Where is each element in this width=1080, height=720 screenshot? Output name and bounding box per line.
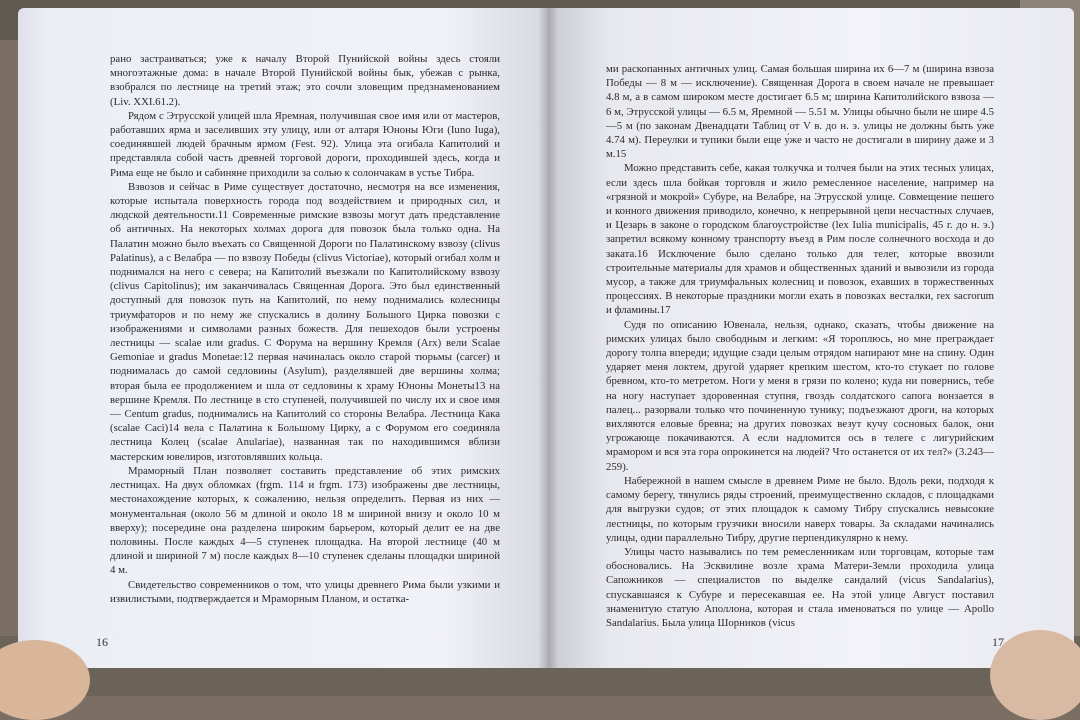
book-gutter — [538, 8, 558, 668]
right-paragraph-3: Судя по описанию Ювенала, нельзя, однако, сказать, чтобы движение на римских улицах было свободным и легким: «Я тороплюсь, но мне преграждает дорогу толпа впереди; идущие сзади целым отрядом напирают мне на спину. Один ударяет меня локтем, другой ударяет крепким шестом, кто-то стукает по голове бревном, кто-то метретом. Ноги у меня в грязи по колено; куда ни повернись, тебе на ногу наступает здоровенная ступня, гвоздь солдатского сапога вонзается в палец... разорвали только что починенную тунику; подъезжают дроги, на которых вихляются еловые бревна; на других повозках везут кучу сосновых балок, они угрожающе покачиваются. А если надломится ось в телеге с лигурийским мрамором и вся эта гора опрокинется на людей? Что останется от их тел?» (3.243—259). — [606, 318, 994, 473]
left-page — [18, 8, 548, 668]
left-paragraph-3: Взвозов и сейчас в Риме существует достаточно, несмотря на все изменения, которые испытала поверхность города под воздействием и природных сил, и людской деятельности.11 Современные римские взвозы могут дать представление об античных. На некоторых холмах дорога для повозок была только одна. На Палатин можно было въехать со Священной Дороги по Палатинскому взвозу (clivus Palatinus), а с Велабра — по взвозу Победы (clivus Victoriae), который огибал холм и поднимался на него с севера; на Капитолий въезжали по Капитолийскому взвозу (clivus Capitolinus); им заканчивалась Священная Дорога. Это был единственный доступный для повозок путь на Капитолий, по нему поднимались колесницы триумфаторов и по нему же спускались в долину Большого Цирка повозки с изображениями и символами разных божеств. Для пешеходов были устроены лестницы — scalae или gradus. С Форума на вершину Кремля (Arx) вели Scalae Gemoniae и gradus Monetae:12 первая начиналась около старой тюрьмы (carcer) и поднималась до самой седловины (Asylum), разделявшей две вершины холма; вторая была ее продолжением и шла от седловины к храму Юноны Монеты13 на вершине Кремля. По лестнице в сто ступеней, получившей по числу их и свое имя — Centum gradus, поднимались на Капитолий со стороны Велабра. Лестница Кака (scalae Caci)14 вела с Палатина к Большому Цирку, а с Форумом его соединяла лестница Колец (scalae Anulariae), названная так по находившимся вблизи мастерским ювелиров, изготовлявших кольца. — [110, 180, 500, 463]
right-paragraph-5: Улицы часто назывались по тем ремесленникам или торговцам, которые там обосновались. На Эсквилине возле храма Матери-Земли проходила улица Сапожников — специалистов по выделке сандалий (vicus Sandalarius), спускавшаяся к Субуре и пересекавшая ее. На этой улице Август поставил знаменитую статую Аполлона, которая и стала именоваться по улице — Apollo Sandalarius. Была улица Шорников (vicus — [606, 545, 994, 629]
right-page — [548, 8, 1074, 668]
left-paragraph-2: Рядом с Этрусской улицей шла Яремная, получившая свое имя или от мастеров, работавших ярма и заселивших эту улицу, или от алтаря Юноны Юги (Iuno Iuga), соединявшей людей брачным ярмом (Fest. 92). Улица эта огибала Капитолий и представляла собой часть древней торговой дороги, проходившей здесь, когда и Рима еще не было и сабиняне приходили за солью к солончакам в устье Тибра. — [110, 109, 500, 179]
left-page-number: 16 — [96, 635, 108, 649]
right-paragraph-2: Можно представить себе, какая толкучка и толчея были на этих тесных улицах, если здесь шла бойкая торговля и жило ремесленное население, например на «грязной и мокрой» Субуре, на Велабре, на Этрусской улице. Совмещение пешего и конного движения приводило, конечно, к непрерывной цепи несчастных случаев, и Цезарь в законе о городском благоустройстве (lex Iulia municipalis, 45 г. до н. э.) запретил всякому конному транспорту въезд в Рим после солнечного восхода и до заката.16 Исключение было сделано только для телег, которые ввозили строительные материалы для храмов и общественных зданий и вывозили из города мусор, а также для триумфальных колесниц и повозок, ехавших в торжественных процессиях. В некоторые праздники могли ехать в повозках весталки, rex sacrorum и фламины.17 — [606, 162, 994, 317]
right-thumb — [990, 630, 1080, 720]
open-book — [18, 8, 1074, 680]
left-paragraph-5: Свидетельство современников о том, что улицы древнего Рима были узкими и извилистыми, подтверждается и Мраморным Планом, и остатка- — [110, 578, 500, 605]
right-paragraph-1: ми раскопанных античных улиц. Самая большая ширина их 6—7 м (ширина взвоза Победы — 8 м — исключение). Священная Дорога в своем начале не превышает 4.8 м, а в самом широком месте достигает 6.5 м; ширина Капитолийского взвоза — 6 м, Этрусской улицы — 6.5 м, Яремной — 5.51 м. Улицы обычно были не шире 4.5—5 м (по законам Двенадцати Таблиц от V в. до н. э. улицы не должны быть у́же 4.74 м). Переулки и тупики были еще у́же и часто не достигали в ширину даже и 3 м.15 — [606, 63, 994, 161]
right-paragraph-4: Набережной в нашем смысле в древнем Риме не было. Вдоль реки, подходя к самому берегу, тянулись ряды строений, преимущественно складов, с площадками для выгрузки судов; от этих площадок к самому Тибру спускались невысокие лестницы, по которым грузчики вносили наверх товары. За складами начинались улицы, одни параллельно Тибру, другие перпендикулярно к нему. — [606, 474, 994, 544]
right-page-number: 17 — [992, 635, 1004, 649]
left-paragraph-1: рано застраиваться; уже к началу Второй Пунийской войны здесь стояли многоэтажные дома: в начале Второй Пунийской войны бык, убежав с рынка, взобрался по лестнице на третий этаж; это сочли зловещим предзнаменованием (Liv. XXI.61.2). — [110, 53, 500, 108]
left-paragraph-4: Мраморный План позволяет составить представление об этих римских лестницах. На двух обломках (frgm. 114 и frgm. 173) изображены две лестницы, местонахождение которых, к сожалению, нельзя определить. Первая из них — монументальная (около 56 м длиной и около 18 м шириной внизу и около 10 м вверху); посередине она разделена широким барьером, который делит ее на две половины. После каждых 4—5 ступенек площадка. На второй лестнице (40 м длиной и шириной 7 м) после каждых 8—10 ступенек сделаны площадки шириной 4 м. — [110, 464, 500, 577]
